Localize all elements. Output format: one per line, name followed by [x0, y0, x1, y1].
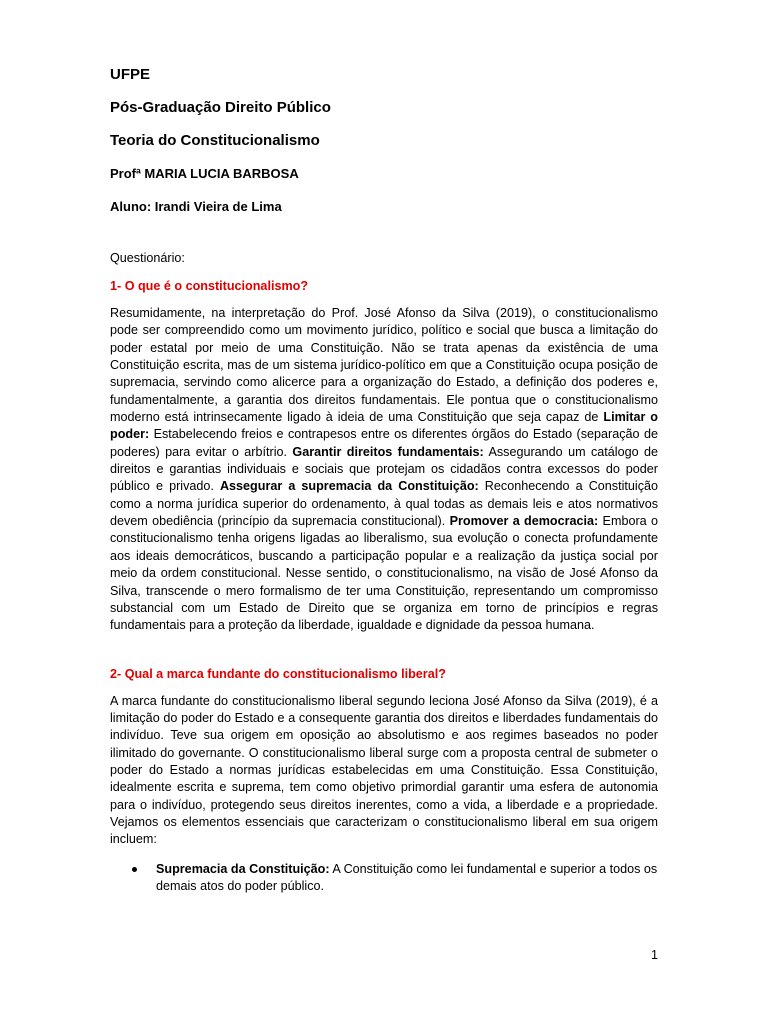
answer-bold-term: Garantir direitos fundamentais:: [292, 444, 484, 459]
question-2-title: 2- Qual a marca fundante do constitucionalismo liberal?: [110, 666, 446, 681]
bullet-text: A Constituição como lei fundamental e superior a todos os demais atos do poder público.: [156, 861, 658, 893]
answer-text: Assegurando um catálogo de direitos e garantias individuais e sociais que protejam os cidadãos contra excessos do poder público e privado.: [110, 444, 658, 494]
course-heading: Teoria do Constitucionalismo: [110, 132, 320, 149]
answer-text: Reconhecendo a Constituição como a norma jurídica superior do ordenamento, à qual todas as demais leis e atos normativos devem obediência (princípio da supremacia constitucional).: [110, 479, 658, 529]
answer-bold-term: Assegurar a supremacia da Constituição:: [219, 479, 479, 494]
question-2-bullet-list: [110, 861, 658, 896]
program-heading: Pós-Graduação Direito Público: [110, 99, 331, 116]
list-item: [110, 861, 658, 896]
answer-text: Estabelecendo freios e contrapesos entre os diferentes órgãos do Estado (separação de poderes) para evitar o arbítrio.: [110, 427, 658, 459]
institution-heading: UFPE: [110, 66, 151, 83]
document-page: [110, 66, 658, 895]
bullet-bold-term: Supremacia da Constituição:: [156, 861, 330, 876]
answer-bold-term: Promover a democracia:: [449, 514, 599, 529]
student-heading: Aluno: Irandi Vieira de Lima: [110, 199, 282, 214]
professor-heading: Profª MARIA LUCIA BARBOSA: [110, 166, 299, 181]
answer-text: Embora o constitucionalismo tenha origens ligadas ao liberalismo, sua evolução o conecta profundamente aos ideais democráticos, buscando a participação popular e a realização da justiça social por meio da ordem constitucional. Nesse sentido, o constitucionalismo, na visão de José Afonso da Silva, transcende o mero formalismo de ter uma Constituição, representando um compromisso substancial com um Estado de Direito que se organiza em torno de princípios e regras fundamentais para a proteção da liberdade, igualdade e dignidade da pessoa humana.: [110, 514, 658, 633]
question-1-title: 1- O que é o constitucionalismo?: [110, 279, 309, 293]
answer-bold-term: Limitar o poder:: [110, 410, 658, 442]
bullet-icon: [132, 867, 137, 872]
question-2-answer: A marca fundante do constitucionalismo liberal segundo leciona José Afonso da Silva (2019), é a limitação do poder do Estado e a consequente garantia dos direitos e liberdades fundamentais do indivíduo. Teve sua origem em oposição ao absolutismo e aos regimes baseados no poder ilimitado do governante. O constitucionalismo liberal surge com a proposta central de submeter o poder do Estado a normas jurídicas estabelecidas em uma Constituição. Essa Constituição, idealmente escrita e suprema, tem como objetivo primordial garantir uma esfera de autonomia para o indivíduo, protegendo seus direitos inerentes, como a vida, a liberdade e a propriedade. Vejamos os elementos essenciais que caracterizam o constitucionalismo liberal em sua origem incluem:: [110, 693, 658, 847]
answer-text: Resumidamente, na interpretação do Prof. José Afonso da Silva (2019), o constitucionalismo pode ser compreendido como um movimento jurídico, político e social que busca a limitação do poder estatal por meio de uma Constituição. Não se trata apenas da existência de uma Constituição escrita, mas de um sistema jurídico-político em que a Constituição ocupa posição de supremacia, servindo como alicerce para a organização do Estado, a definição dos poderes e, fundamentalmente, a garantia dos direitos fundamentais. Ele pontua que o constitucionalismo moderno está intrinsecamente ligado à ideia de uma Constituição que seja capaz de: [110, 306, 658, 425]
question-1-answer: [110, 305, 658, 635]
questionnaire-label: Questionário:: [110, 251, 185, 265]
page-number: 1: [651, 948, 659, 962]
